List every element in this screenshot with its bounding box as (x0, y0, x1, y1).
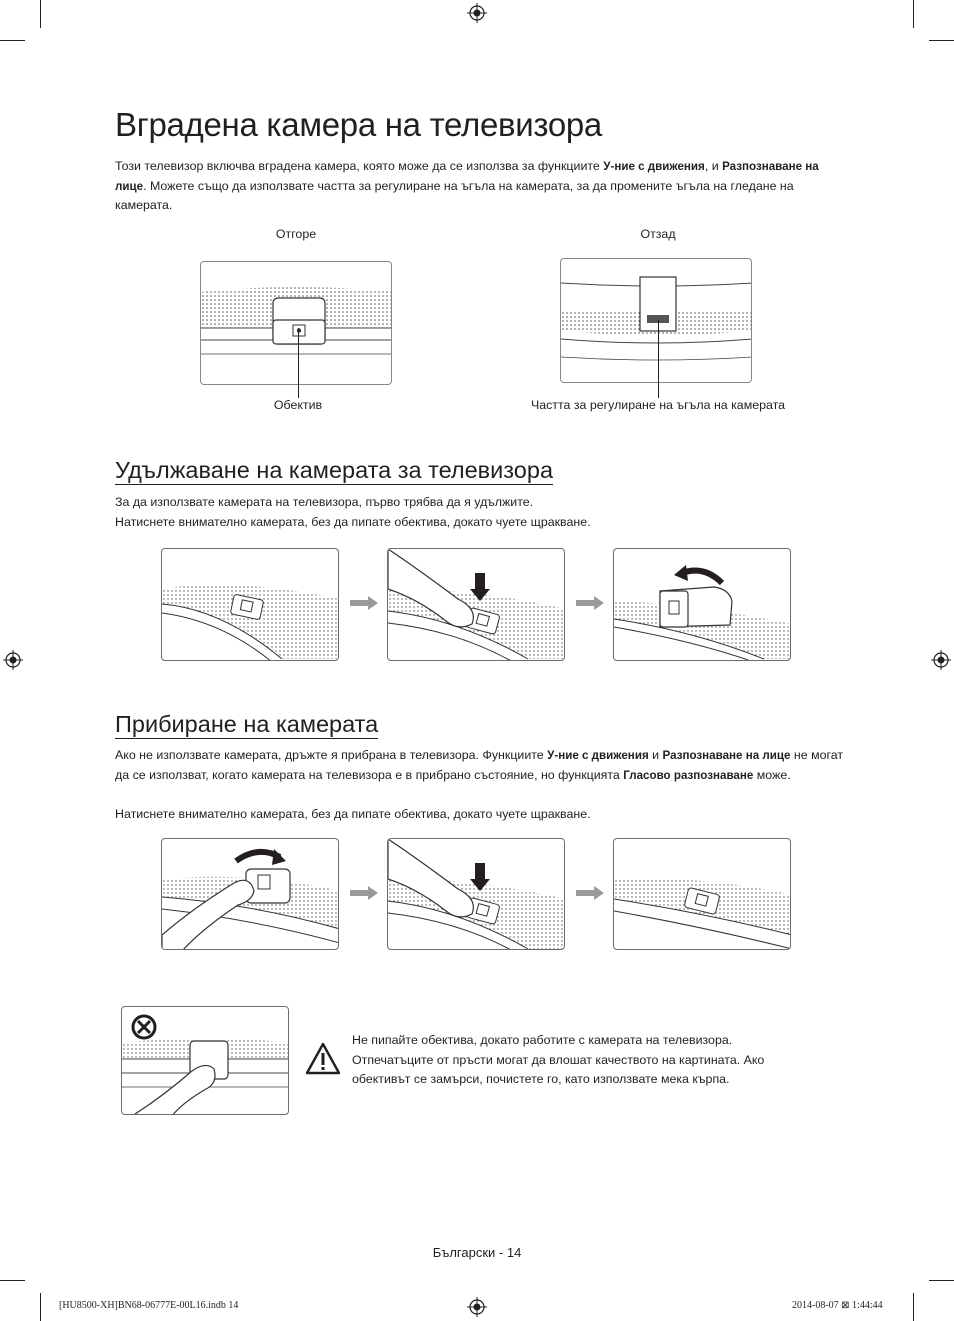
crop-mark (929, 40, 954, 41)
top-view-label: Отгоре (275, 227, 317, 241)
extend-step-1-illustration (161, 548, 339, 661)
angle-adjust-label: Частта за регулиране на ъгъла на камерата (530, 398, 786, 412)
print-file-info: [HU8500-XH]BN68-06777E-00L16.indb 14 (59, 1300, 239, 1311)
retract-step-2-illustration (387, 838, 565, 950)
term-voice-recognition: Гласово разпознаване (623, 768, 754, 782)
intro-text: Този телевизор включва вградена камера, която може да се използва за функциите (115, 159, 604, 173)
crop-mark (913, 1293, 914, 1321)
step-arrow-icon (350, 596, 378, 610)
term-motion-control: У-ние с движения (603, 160, 705, 173)
back-view-label: Отзад (640, 227, 676, 241)
page-title: Вградена камера на телевизора (115, 106, 602, 143)
term-face-recognition: Разпознаване на лице (662, 749, 791, 762)
angle-callout-line (658, 320, 659, 398)
retract-text: може. (753, 767, 791, 782)
caution-text: Не пипайте обектива, докато работите с камерата на телевизора. Отпечатъците от пръсти могат да влошат качеството на картината. Ако обективът се замърси, почистете го, като използвате мека кърпа. (352, 1033, 765, 1086)
crop-mark (0, 40, 25, 41)
extend-step-2-illustration (387, 548, 565, 661)
retract-step-3-illustration (613, 838, 791, 950)
step-arrow-icon (576, 596, 604, 610)
retract-step-1-illustration (161, 838, 339, 950)
do-not-touch-illustration (121, 1006, 289, 1115)
registration-mark-icon (467, 1297, 487, 1317)
page-number: Български - 14 (432, 1245, 522, 1260)
term-face-recognition: Разпознаване на лице (115, 160, 819, 193)
retract-text: не могат да се използват, когато камерата на телевизора е в прибрано състояние, но функцията (115, 748, 844, 782)
retract-text: Ако не използвате камерата, дръжте я прибрана в телевизора. Функциите (115, 748, 548, 762)
term-motion-control: У-ние с движения (547, 749, 649, 762)
extend-line-1: За да използвате камерата на телевизора, първо трябва да я удължите. (115, 495, 534, 509)
crop-mark (40, 1293, 41, 1321)
retract-paragraph (115, 746, 845, 785)
print-timestamp: 2014-08-07 ⊠ 1:44:44 (792, 1300, 883, 1311)
intro-text: . Можете също да използвате частта за регулиране на ъгъла на камерата, за да промените ъгъла на гледане на камерата. (115, 178, 794, 212)
back-view-illustration (560, 258, 752, 383)
step-arrow-icon (350, 886, 378, 900)
retract-text: и (648, 748, 663, 762)
crop-mark (913, 0, 914, 28)
extend-line-2: Натиснете внимателно камерата, без да пипате обектива, докато чуете щракване. (115, 515, 591, 529)
top-view-illustration (200, 261, 392, 385)
intro-paragraph (115, 157, 845, 216)
section-heading-retract: Прибиране на камерата (115, 711, 379, 737)
extend-step-3-illustration (613, 548, 791, 661)
warning-triangle-icon (305, 1042, 341, 1076)
registration-mark-icon (3, 650, 23, 670)
lens-callout-line (298, 328, 299, 398)
registration-mark-icon (931, 650, 951, 670)
step-arrow-icon (576, 886, 604, 900)
registration-mark-icon (467, 3, 487, 23)
section-heading-extend: Удължаване на камерата за телевизора (115, 457, 554, 483)
crop-mark (929, 1280, 954, 1281)
lens-label: Обектив (273, 398, 323, 412)
intro-text: , и (704, 159, 723, 173)
retract-line-2: Натиснете внимателно камерата, без да пипате обектива, докато чуете щракване. (115, 807, 591, 821)
crop-mark (0, 1280, 25, 1281)
crop-mark (40, 0, 41, 28)
